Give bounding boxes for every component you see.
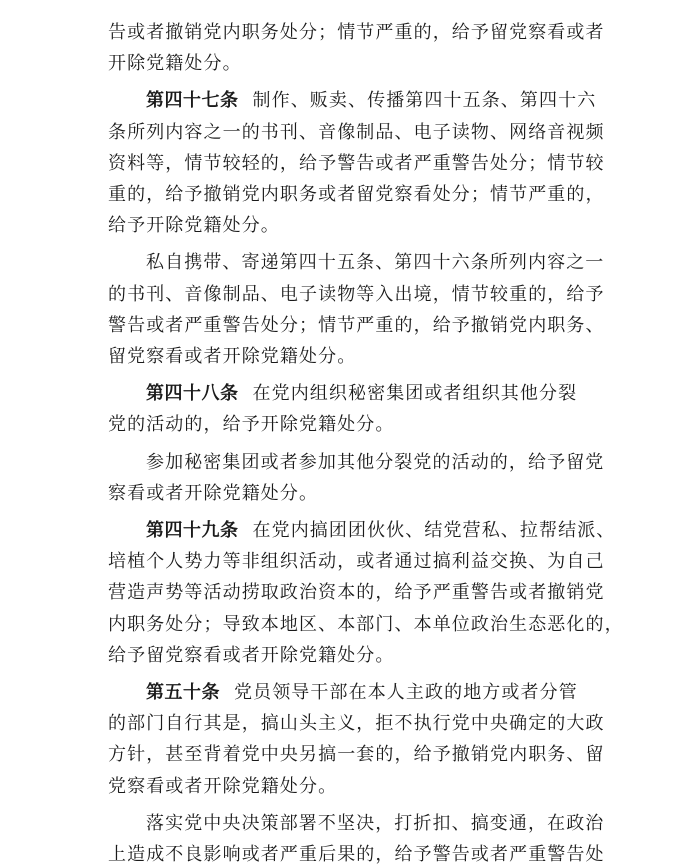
article-number: 第四十九条 [146,520,239,541]
text-line [146,812,604,836]
line-text: 党察看或者开除党籍处分。 [108,776,338,797]
line-text: 落实党中央决策部署不坚决，打折扣、搞变通，在政治 [146,813,605,834]
article-number: 第四十八条 [146,383,239,404]
text-line [108,613,624,637]
line-text: 重的，给予撤销党内职务或者留党察看处分；情节严重的， [108,184,605,205]
line-text: 党员领导干部在本人主政的地方或者分管 [234,682,578,703]
line-text: 参加秘密集团或者参加其他分裂党的活动的，给予留党 [146,452,605,473]
line-text: 察看或者开除党籍处分。 [108,483,319,504]
article-line [146,681,578,705]
text-line [108,314,605,338]
line-text: 条所列内容之一的书刊、音像制品、电子读物、网络音视频 [108,122,605,143]
text-line [146,251,604,275]
line-text: 培植个人势力等非组织活动，或者通过搞利益交换、为自己 [108,551,605,572]
article-number: 第四十七条 [146,90,239,111]
line-text: 资料等，情节较轻的，给予警告或者严重警告处分；情节较 [108,153,605,174]
line-text: 开除党籍处分。 [108,53,242,74]
article-line [146,89,596,113]
text-line [108,775,337,799]
article-line [146,519,615,543]
line-text: 的部门自行其是，搞山头主义，拒不执行党中央确定的大政 [108,713,605,734]
text-line [108,345,356,369]
text-line [108,121,605,145]
line-text: 告或者撤销党内职务处分；情节严重的，给予留党察看或者 [108,22,605,43]
text-line [108,413,395,437]
text-line [108,52,242,76]
text-line [108,644,395,668]
text-line [108,482,318,506]
line-text: 方针，甚至背着党中央另搞一套的，给予撤销党内职务、留 [108,744,605,765]
line-text: 制作、贩卖、传播第四十五条、第四十六 [252,90,597,111]
text-line [108,214,280,238]
text-line [108,581,605,605]
article-line [146,382,577,406]
line-text: 给予开除党籍处分。 [108,215,280,236]
line-text: 党的活动的，给予开除党籍处分。 [108,414,395,435]
text-line [108,550,605,574]
line-text: 营造声势等活动捞取政治资本的，给予严重警告或者撤销党 [108,582,605,603]
text-line [108,712,605,736]
line-text: 警告或者严重警告处分；情节严重的，给予撤销党内职务、 [108,315,605,336]
article-number: 第五十条 [146,682,220,703]
text-line [108,152,605,176]
text-line [146,451,604,475]
line-text: 给予留党察看或者开除党籍处分。 [108,645,395,666]
line-text: 上造成不良影响或者严重后果的，给予警告或者严重警告处 [108,844,605,865]
text-line [108,183,605,207]
line-text: 留党察看或者开除党籍处分。 [108,346,357,367]
line-text: 的书刊、音像制品、电子读物等入出境，情节较重的，给予 [108,284,605,305]
line-text: 私自携带、寄递第四十五条、第四十六条所列内容之一 [146,252,605,273]
text-line [108,843,605,867]
text-line [108,21,605,45]
line-text: 在党内组织秘密集团或者组织其他分裂 [252,383,578,404]
line-text: 在党内搞团团伙伙、结党营私、拉帮结派、 [252,520,616,541]
text-line [108,283,605,307]
text-line [108,743,605,767]
line-text: 内职务处分；导致本地区、本部门、本单位政治生态恶化的， [108,614,624,635]
